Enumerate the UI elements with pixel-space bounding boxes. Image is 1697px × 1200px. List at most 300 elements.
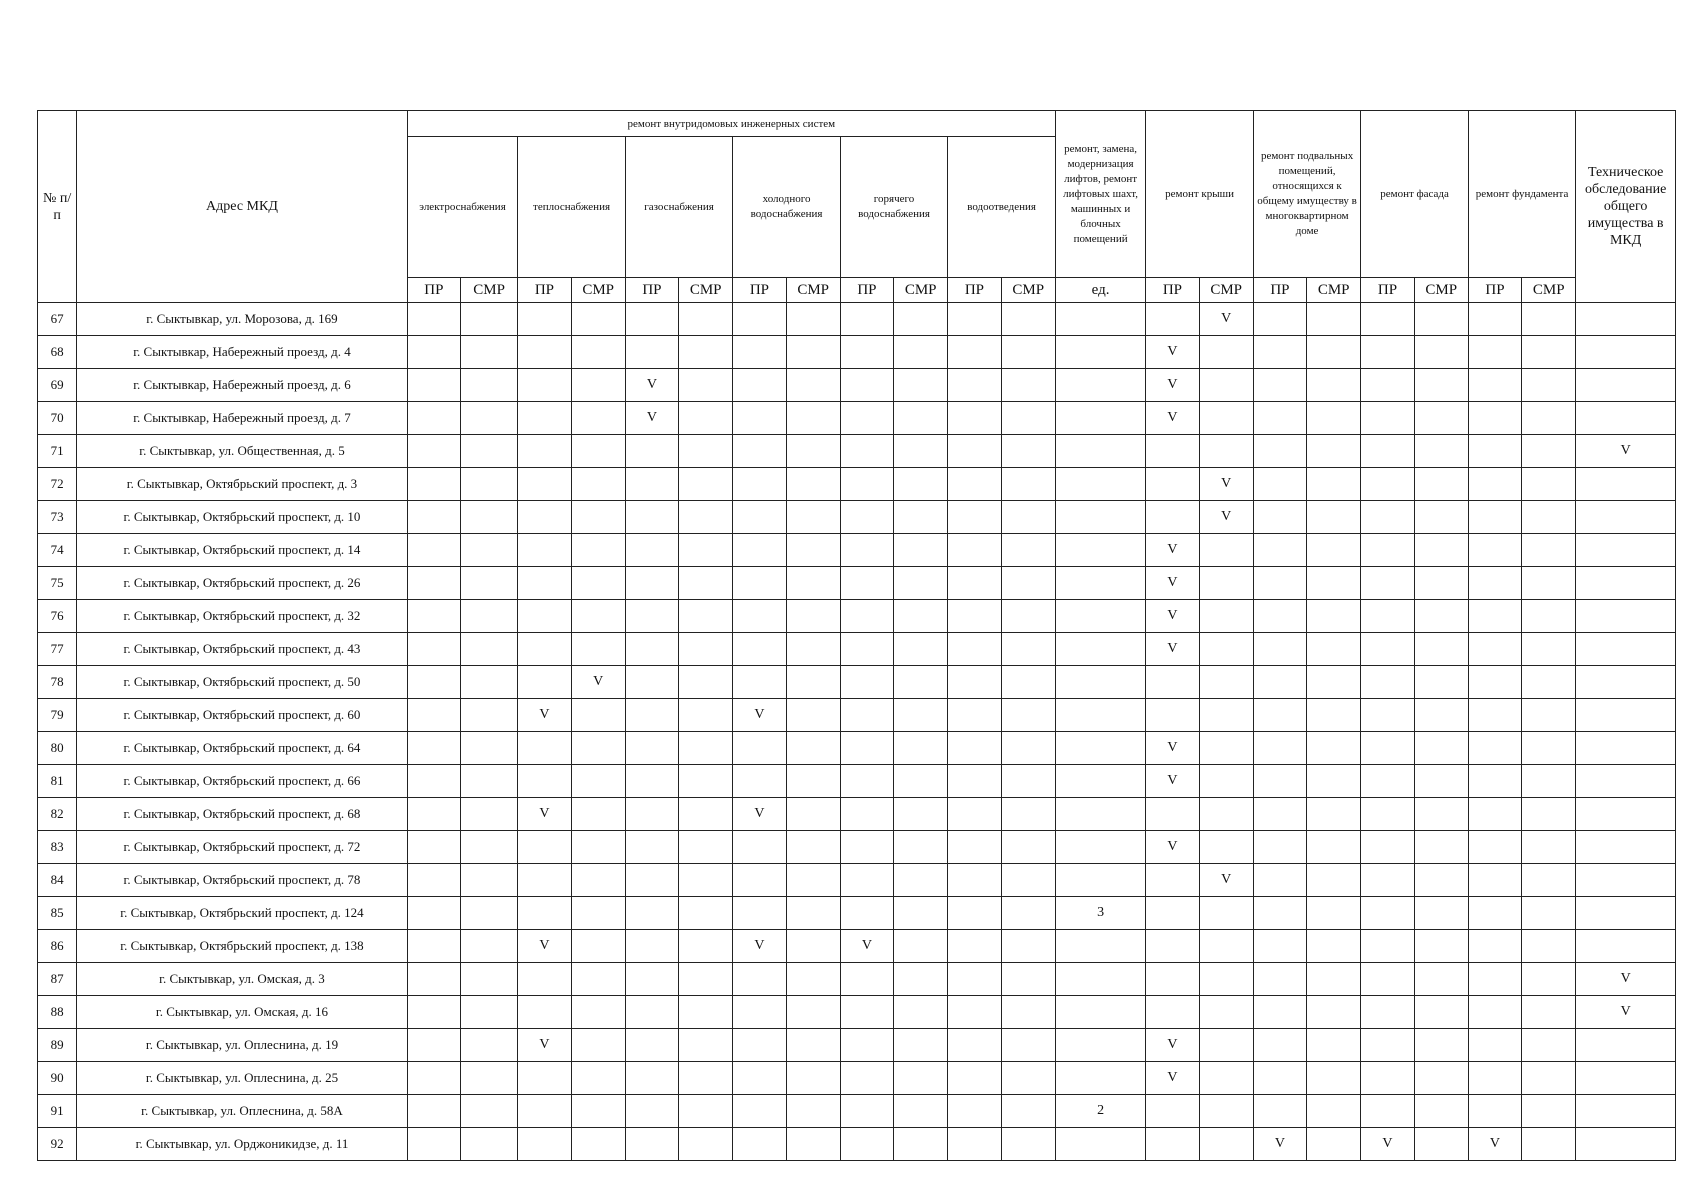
row-cell xyxy=(786,831,840,864)
row-cell xyxy=(894,996,948,1029)
row-cell xyxy=(1307,369,1361,402)
row-cell xyxy=(1361,402,1414,435)
row-number: 81 xyxy=(38,765,77,798)
row-number: 82 xyxy=(38,798,77,831)
row-cell xyxy=(1307,633,1361,666)
row-number: 84 xyxy=(38,864,77,897)
row-cell xyxy=(1468,501,1521,534)
row-address: г. Сыктывкар, Октябрьский проспект, д. 68 xyxy=(77,798,408,831)
row-cell xyxy=(1001,666,1055,699)
row-cell xyxy=(518,567,571,600)
row-cell xyxy=(733,303,786,336)
row-cell xyxy=(1199,831,1253,864)
row-cell xyxy=(571,930,625,963)
row-cell xyxy=(461,633,518,666)
row-cell xyxy=(1199,534,1253,567)
row-cell xyxy=(733,963,786,996)
row-cell xyxy=(1001,468,1055,501)
row-cell xyxy=(786,303,840,336)
row-cell xyxy=(1468,897,1521,930)
row-cell xyxy=(894,468,948,501)
row-cell xyxy=(625,534,678,567)
row-cell xyxy=(1253,567,1306,600)
row-cell xyxy=(1146,897,1199,930)
row-cell xyxy=(461,897,518,930)
row-cell xyxy=(894,336,948,369)
row-cell xyxy=(948,468,1001,501)
row-cell xyxy=(733,534,786,567)
row-cell xyxy=(1468,864,1521,897)
row-cell xyxy=(1307,303,1361,336)
header-system-gas: газоснабжения xyxy=(625,137,733,278)
row-cell xyxy=(625,996,678,1029)
row-cell xyxy=(840,864,893,897)
row-cell xyxy=(518,996,571,1029)
row-cell xyxy=(1468,600,1521,633)
row-cell xyxy=(894,435,948,468)
table-row xyxy=(38,600,1676,633)
row-cell xyxy=(407,699,460,732)
row-cell xyxy=(407,930,460,963)
row-cell xyxy=(1055,930,1145,963)
row-cell xyxy=(894,666,948,699)
row-cell xyxy=(679,798,733,831)
row-cell: V xyxy=(1199,303,1253,336)
row-cell xyxy=(733,732,786,765)
row-cell xyxy=(786,534,840,567)
row-cell xyxy=(625,666,678,699)
row-cell: V xyxy=(1199,864,1253,897)
row-cell xyxy=(407,402,460,435)
row-cell xyxy=(1576,534,1676,567)
row-address: г. Сыктывкар, Октябрьский проспект, д. 78 xyxy=(77,864,408,897)
row-cell xyxy=(1576,699,1676,732)
row-cell xyxy=(948,963,1001,996)
row-cell xyxy=(518,402,571,435)
row-cell xyxy=(948,534,1001,567)
row-cell xyxy=(1576,633,1676,666)
row-cell xyxy=(1055,468,1145,501)
table-header xyxy=(38,111,1676,303)
row-cell xyxy=(733,1062,786,1095)
row-cell xyxy=(518,1128,571,1161)
row-cell xyxy=(1361,864,1414,897)
row-cell xyxy=(948,699,1001,732)
row-cell xyxy=(461,303,518,336)
row-cell xyxy=(840,1095,893,1128)
row-cell xyxy=(461,534,518,567)
row-cell xyxy=(1307,732,1361,765)
row-cell xyxy=(1001,600,1055,633)
row-cell xyxy=(840,633,893,666)
row-address: г. Сыктывкар, Октябрьский проспект, д. 26 xyxy=(77,567,408,600)
row-number: 68 xyxy=(38,336,77,369)
row-cell xyxy=(1307,1128,1361,1161)
row-cell: V xyxy=(625,369,678,402)
row-cell xyxy=(948,369,1001,402)
row-cell xyxy=(407,369,460,402)
subheader-pr: ПР xyxy=(625,278,678,303)
row-cell xyxy=(1146,303,1199,336)
row-cell xyxy=(840,996,893,1029)
row-cell xyxy=(1001,930,1055,963)
row-cell xyxy=(1199,1095,1253,1128)
row-cell xyxy=(1307,435,1361,468)
table-row xyxy=(38,930,1676,963)
row-cell xyxy=(1522,897,1576,930)
row-cell xyxy=(461,666,518,699)
row-address: г. Сыктывкар, Набережный проезд, д. 4 xyxy=(77,336,408,369)
row-cell xyxy=(571,567,625,600)
row-cell xyxy=(786,1128,840,1161)
row-cell xyxy=(461,930,518,963)
row-cell xyxy=(1576,1062,1676,1095)
row-number: 74 xyxy=(38,534,77,567)
row-cell xyxy=(1199,1029,1253,1062)
row-cell xyxy=(733,633,786,666)
subheader-smr: СМР xyxy=(571,278,625,303)
row-cell xyxy=(894,1029,948,1062)
row-cell xyxy=(1522,1128,1576,1161)
row-cell: V xyxy=(733,930,786,963)
row-cell xyxy=(948,930,1001,963)
row-cell xyxy=(1001,303,1055,336)
row-cell xyxy=(1522,1029,1576,1062)
row-cell xyxy=(518,666,571,699)
row-cell xyxy=(1055,567,1145,600)
row-cell xyxy=(1468,699,1521,732)
row-cell xyxy=(625,501,678,534)
row-cell xyxy=(1001,1029,1055,1062)
row-cell xyxy=(461,765,518,798)
row-cell xyxy=(407,666,460,699)
row-cell xyxy=(1146,1128,1199,1161)
repair-plan-table xyxy=(37,110,1676,1161)
row-cell xyxy=(894,963,948,996)
row-cell xyxy=(1199,963,1253,996)
row-cell xyxy=(679,501,733,534)
row-cell xyxy=(1307,897,1361,930)
subheader-pr: ПР xyxy=(840,278,893,303)
row-number: 67 xyxy=(38,303,77,336)
table-row xyxy=(38,732,1676,765)
row-cell xyxy=(840,963,893,996)
row-cell xyxy=(518,765,571,798)
row-cell xyxy=(461,336,518,369)
row-cell xyxy=(1468,798,1521,831)
row-cell xyxy=(948,435,1001,468)
row-cell xyxy=(840,831,893,864)
row-cell xyxy=(1199,567,1253,600)
row-cell xyxy=(1468,831,1521,864)
row-cell xyxy=(840,1062,893,1095)
row-cell xyxy=(1055,402,1145,435)
row-cell xyxy=(1468,534,1521,567)
subheader-pr: ПР xyxy=(1146,278,1199,303)
row-cell xyxy=(679,1062,733,1095)
row-cell xyxy=(625,963,678,996)
row-cell xyxy=(1055,1062,1145,1095)
row-cell xyxy=(1361,831,1414,864)
row-cell: 3 xyxy=(1055,897,1145,930)
row-cell xyxy=(840,468,893,501)
row-cell xyxy=(786,864,840,897)
row-cell xyxy=(1307,468,1361,501)
header-system-hot-water: горячего водоснабжения xyxy=(840,137,948,278)
row-cell xyxy=(1055,732,1145,765)
row-number: 72 xyxy=(38,468,77,501)
row-cell xyxy=(1414,633,1468,666)
row-cell xyxy=(1522,732,1576,765)
row-cell xyxy=(1576,666,1676,699)
row-cell xyxy=(948,798,1001,831)
row-cell xyxy=(1055,1128,1145,1161)
header-foundation: ремонт фундамента xyxy=(1468,111,1576,278)
row-cell xyxy=(1001,567,1055,600)
row-cell xyxy=(840,501,893,534)
row-cell xyxy=(679,930,733,963)
header-roof: ремонт крыши xyxy=(1146,111,1254,278)
row-cell xyxy=(1146,1095,1199,1128)
row-cell xyxy=(1576,600,1676,633)
table-row xyxy=(38,897,1676,930)
row-cell: V xyxy=(1146,765,1199,798)
row-cell xyxy=(461,501,518,534)
subheader-smr: СМР xyxy=(1307,278,1361,303)
row-cell xyxy=(1001,633,1055,666)
row-cell xyxy=(461,567,518,600)
row-cell xyxy=(407,1095,460,1128)
row-cell xyxy=(894,1062,948,1095)
row-cell xyxy=(1001,897,1055,930)
row-cell xyxy=(1055,666,1145,699)
row-cell xyxy=(461,1062,518,1095)
row-cell xyxy=(1199,435,1253,468)
row-cell xyxy=(1001,1128,1055,1161)
row-cell xyxy=(625,1095,678,1128)
row-cell: V xyxy=(1146,336,1199,369)
row-cell xyxy=(1576,864,1676,897)
row-cell xyxy=(679,1128,733,1161)
row-cell xyxy=(518,633,571,666)
row-cell xyxy=(1522,468,1576,501)
row-number: 75 xyxy=(38,567,77,600)
row-cell xyxy=(1576,468,1676,501)
subheader-smr: СМР xyxy=(1414,278,1468,303)
row-cell xyxy=(625,435,678,468)
row-cell xyxy=(1307,336,1361,369)
row-cell xyxy=(1361,303,1414,336)
row-number: 91 xyxy=(38,1095,77,1128)
row-cell xyxy=(625,1062,678,1095)
row-cell xyxy=(1001,699,1055,732)
row-cell xyxy=(625,897,678,930)
row-cell xyxy=(1146,996,1199,1029)
row-cell xyxy=(1361,567,1414,600)
subheader-unit: ед. xyxy=(1055,278,1145,303)
row-cell xyxy=(733,402,786,435)
table-body xyxy=(38,303,1676,1161)
row-cell xyxy=(407,897,460,930)
header-system-drainage: водоотведения xyxy=(948,137,1056,278)
subheader-smr: СМР xyxy=(679,278,733,303)
table-row xyxy=(38,567,1676,600)
row-cell xyxy=(948,864,1001,897)
row-cell xyxy=(840,402,893,435)
row-number: 78 xyxy=(38,666,77,699)
row-cell xyxy=(679,897,733,930)
row-cell xyxy=(518,369,571,402)
row-cell xyxy=(1307,798,1361,831)
row-cell: V xyxy=(1576,435,1676,468)
row-cell xyxy=(786,402,840,435)
row-cell xyxy=(1055,534,1145,567)
row-address: г. Сыктывкар, Октябрьский проспект, д. 50 xyxy=(77,666,408,699)
row-cell xyxy=(786,435,840,468)
row-cell xyxy=(1468,567,1521,600)
header-facade: ремонт фасада xyxy=(1361,111,1469,278)
row-cell xyxy=(786,501,840,534)
row-cell xyxy=(733,1128,786,1161)
row-cell xyxy=(1199,402,1253,435)
row-cell xyxy=(948,567,1001,600)
row-cell xyxy=(948,600,1001,633)
row-cell xyxy=(461,831,518,864)
row-cell xyxy=(1414,1128,1468,1161)
row-cell xyxy=(1001,435,1055,468)
row-cell xyxy=(1361,435,1414,468)
row-cell xyxy=(1146,666,1199,699)
row-cell: V xyxy=(518,1029,571,1062)
row-cell xyxy=(571,534,625,567)
row-cell xyxy=(518,600,571,633)
row-address: г. Сыктывкар, Октябрьский проспект, д. 64 xyxy=(77,732,408,765)
row-cell xyxy=(571,864,625,897)
table-row xyxy=(38,765,1676,798)
row-cell xyxy=(1307,963,1361,996)
row-cell xyxy=(1055,864,1145,897)
row-cell xyxy=(1253,930,1306,963)
row-cell xyxy=(625,600,678,633)
row-cell xyxy=(1361,1029,1414,1062)
row-cell xyxy=(894,303,948,336)
row-cell xyxy=(625,699,678,732)
row-number: 90 xyxy=(38,1062,77,1095)
row-cell xyxy=(461,402,518,435)
row-cell xyxy=(571,435,625,468)
row-address: г. Сыктывкар, ул. Общественная, д. 5 xyxy=(77,435,408,468)
row-cell xyxy=(1253,633,1306,666)
row-cell xyxy=(461,864,518,897)
row-cell xyxy=(1001,864,1055,897)
row-cell xyxy=(1307,402,1361,435)
row-cell xyxy=(1361,633,1414,666)
row-cell: V xyxy=(1146,369,1199,402)
row-cell xyxy=(679,996,733,1029)
row-cell xyxy=(1055,501,1145,534)
row-cell xyxy=(894,633,948,666)
row-cell xyxy=(407,336,460,369)
row-cell xyxy=(1522,996,1576,1029)
row-address: г. Сыктывкар, Октябрьский проспект, д. 124 xyxy=(77,897,408,930)
table-row xyxy=(38,468,1676,501)
row-cell xyxy=(894,501,948,534)
row-cell xyxy=(786,600,840,633)
row-cell xyxy=(894,1095,948,1128)
row-cell xyxy=(1361,369,1414,402)
table-row xyxy=(38,864,1676,897)
row-number: 76 xyxy=(38,600,77,633)
row-cell xyxy=(1253,369,1306,402)
row-cell xyxy=(518,1095,571,1128)
row-cell xyxy=(1001,963,1055,996)
row-cell xyxy=(1414,864,1468,897)
row-cell xyxy=(1199,765,1253,798)
row-cell xyxy=(571,897,625,930)
row-cell xyxy=(786,1062,840,1095)
row-cell xyxy=(1253,864,1306,897)
row-cell xyxy=(461,1095,518,1128)
row-cell: V xyxy=(1146,1062,1199,1095)
row-cell xyxy=(461,1029,518,1062)
row-cell xyxy=(1001,501,1055,534)
row-cell xyxy=(1468,336,1521,369)
row-cell xyxy=(1522,1095,1576,1128)
table-row xyxy=(38,501,1676,534)
row-cell xyxy=(679,303,733,336)
row-address: г. Сыктывкар, Октябрьский проспект, д. 10 xyxy=(77,501,408,534)
row-cell xyxy=(1307,567,1361,600)
row-cell xyxy=(1307,600,1361,633)
header-system-power: электроснабжения xyxy=(407,137,518,278)
row-cell xyxy=(1055,963,1145,996)
row-cell xyxy=(1253,1062,1306,1095)
row-cell xyxy=(625,567,678,600)
row-cell xyxy=(733,1029,786,1062)
row-cell xyxy=(894,600,948,633)
row-cell xyxy=(518,831,571,864)
row-cell xyxy=(1522,864,1576,897)
row-cell xyxy=(571,303,625,336)
row-cell xyxy=(1001,369,1055,402)
row-cell xyxy=(1055,303,1145,336)
row-cell xyxy=(1055,600,1145,633)
row-cell xyxy=(894,930,948,963)
row-address: г. Сыктывкар, Октябрьский проспект, д. 3 xyxy=(77,468,408,501)
row-cell xyxy=(407,435,460,468)
row-cell xyxy=(1253,336,1306,369)
row-cell xyxy=(948,765,1001,798)
row-number: 70 xyxy=(38,402,77,435)
row-cell xyxy=(1307,930,1361,963)
row-number: 88 xyxy=(38,996,77,1029)
row-cell xyxy=(461,798,518,831)
row-cell xyxy=(679,336,733,369)
row-cell xyxy=(840,534,893,567)
row-cell xyxy=(1055,336,1145,369)
row-address: г. Сыктывкар, ул. Оплеснина, д. 19 xyxy=(77,1029,408,1062)
row-cell xyxy=(571,402,625,435)
row-cell xyxy=(786,336,840,369)
row-cell xyxy=(733,831,786,864)
row-cell xyxy=(1001,831,1055,864)
row-cell xyxy=(679,468,733,501)
row-number: 71 xyxy=(38,435,77,468)
row-cell xyxy=(1576,402,1676,435)
row-cell xyxy=(407,1062,460,1095)
row-cell xyxy=(1522,963,1576,996)
row-cell xyxy=(679,864,733,897)
